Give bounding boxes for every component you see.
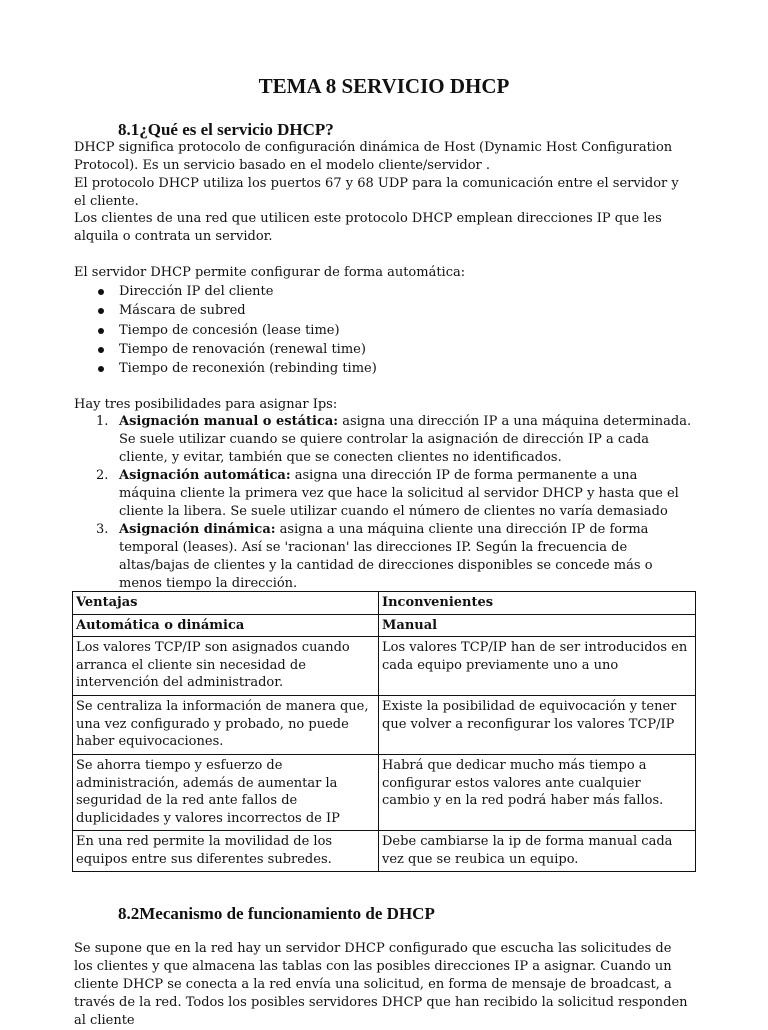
list-item [74, 521, 694, 593]
table-cell: Habrá que dedicar mucho más tiempo a configurar estos valores ante cualquier cambio y en la red podrá haber más fallos. [379, 755, 696, 831]
list-text: asigna una dirección IP de forma permanente a una máquina cliente la primera vez que hace la solicitud al servidor DHCP y hasta que el cliente la libera. Se suele utilizar cuando el número de clientes no varía demasiado [119, 468, 679, 519]
list-term: Asignación manual o estática: [119, 414, 339, 429]
table-cell: Se ahorra tiempo y esfuerzo de administración, además de aumentar la seguridad de la red ante fallos de duplicidades y valores incorrectos de IP [73, 755, 379, 831]
table-cell: Se centraliza la información de manera que, una vez configurado y probado, no puede haber equivocaciones. [73, 696, 379, 755]
table-row [73, 637, 696, 696]
list-item: Máscara de subred [74, 302, 377, 321]
paragraph-dhcp-mechanism: Se supone que en la red hay un servidor DHCP configurado que escucha las solicitudes de los clientes y que almacena las tablas con las posibles direcciones IP a asignar. Cuando un cliente DHCP se conecta a la red envía una solicitud, en forma de mensaje de broadcast, a través de la red. Todos los posibles servidores DHCP que han recibido la solicitud responden al cliente [74, 941, 688, 1028]
list-number: 1. [96, 414, 109, 429]
table-header-cell: Inconvenientes [379, 592, 696, 615]
document-title: TEMA 8 SERVICIO DHCP [258, 74, 510, 98]
list-item [74, 467, 694, 521]
table-cell: Debe cambiarse la ip de forma manual cada vez que se reubica un equipo. [379, 831, 696, 872]
table-cell: Los valores TCP/IP son asignados cuando arranca el cliente sin necesidad de intervención del administrador. [73, 637, 379, 696]
table-header-row [73, 592, 696, 615]
table-cell: Los valores TCP/IP han de ser introducidos en cada equipo previamente uno a uno [379, 637, 696, 696]
config-bullet-list [74, 283, 377, 379]
section-heading-8-2: 8.2Mecanismo de funcionamiento de DHCP [118, 904, 435, 923]
list-item [74, 413, 694, 467]
assignment-numbered-list [74, 413, 694, 593]
paragraph-dhcp-ports: El protocolo DHCP utiliza los puertos 67 y 68 UDP para la comunicación entre el servidor y el cliente. [74, 176, 679, 209]
list-number: 2. [96, 468, 109, 483]
table-subheader-cell: Manual [379, 614, 696, 637]
paragraph-dhcp-clients: Los clientes de una red que utilicen este protocolo DHCP emplean direcciones IP que les alquila o contrata un servidor. [74, 211, 662, 244]
table-row [73, 755, 696, 831]
list-text: asigna una dirección IP a una máquina determinada. Se suele utilizar cuando se quiere controlar la asignación de dirección IP a cada cliente, y evitar, también que se conecten clientes no identificados. [119, 414, 692, 465]
list-number: 3. [96, 522, 109, 537]
table-cell: En una red permite la movilidad de los equipos entre sus diferentes subredes. [73, 831, 379, 872]
section-heading-8-1: 8.1¿Qué es el servicio DHCP? [118, 120, 334, 139]
comparison-table [72, 591, 696, 872]
list-item: Tiempo de renovación (renewal time) [74, 341, 377, 360]
list-term: Asignación dinámica: [119, 522, 276, 537]
list-item: Tiempo de reconexión (rebinding time) [74, 360, 377, 379]
table-cell: Existe la posibilidad de equivocación y tener que volver a reconfigurar los valores TCP/IP [379, 696, 696, 755]
list-term: Asignación automática: [119, 468, 291, 483]
table-subheader-cell: Automática o dinámica [73, 614, 379, 637]
table-row [73, 696, 696, 755]
list-text: asigna a una máquina cliente una dirección IP de forma temporal (leases). Así se 'racionan' las direcciones IP. Según la frecuencia de altas/bajas de clientes y la cantidad de direcciones disponibles se concede más o menos tiempo la dirección. [119, 522, 653, 591]
table-subheader-row [73, 614, 696, 637]
list-item: Dirección IP del cliente [74, 283, 377, 302]
list-item: Tiempo de concesión (lease time) [74, 322, 377, 341]
paragraph-config-intro: El servidor DHCP permite configurar de forma automática: [74, 265, 466, 280]
table-header-cell: Ventajas [73, 592, 379, 615]
table-row [73, 831, 696, 872]
paragraph-assign-intro: Hay tres posibilidades para asignar Ips: [74, 397, 338, 412]
paragraph-dhcp-definition: DHCP significa protocolo de configuración dinámica de Host (Dynamic Host Configuration Protocol). Es un servicio basado en el modelo cliente/servidor . [74, 140, 673, 173]
